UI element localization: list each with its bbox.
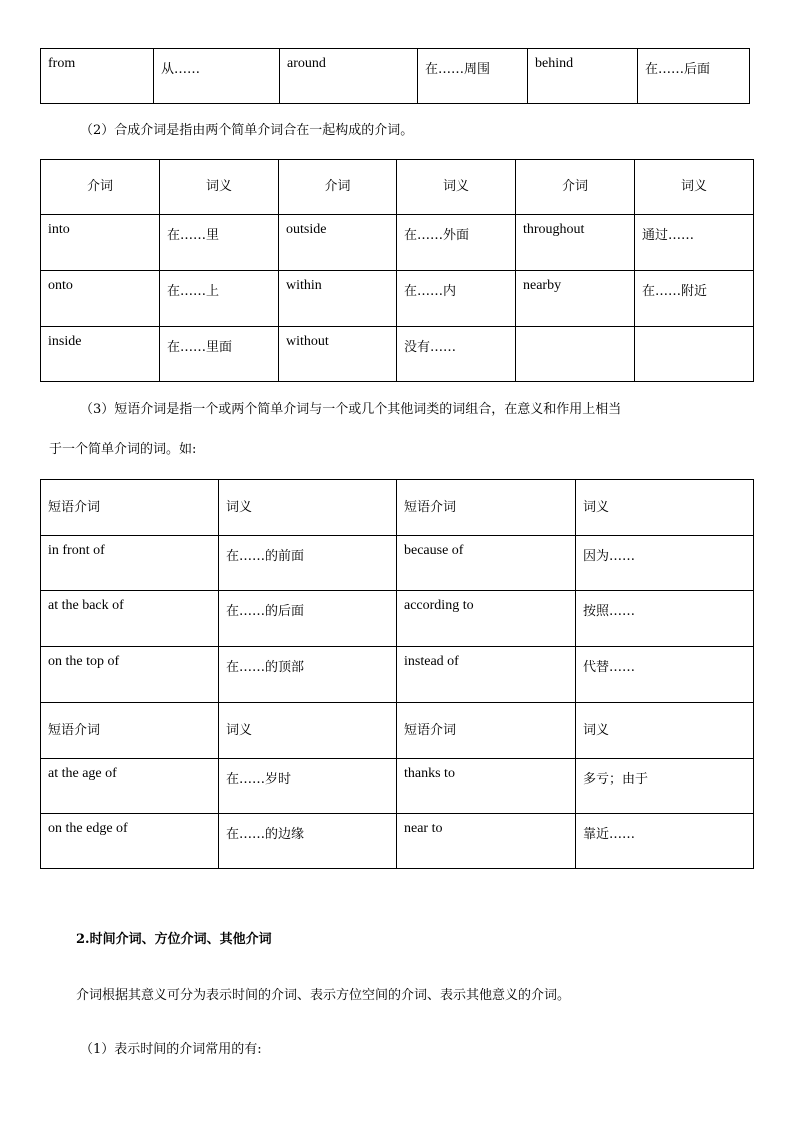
table-cell: 按照…… bbox=[576, 591, 754, 647]
table-cell: 在……内 bbox=[397, 271, 516, 327]
column-header: 短语介词 bbox=[397, 480, 576, 536]
table-row bbox=[41, 215, 754, 271]
table-cell: onto bbox=[41, 271, 160, 327]
table-cell: within bbox=[279, 271, 397, 327]
table-cell: 从…… bbox=[154, 49, 280, 104]
table-row bbox=[41, 49, 750, 104]
table-cell bbox=[635, 327, 754, 382]
table-cell: because of bbox=[397, 536, 576, 591]
table-cell: outside bbox=[279, 215, 397, 271]
section-heading: 2.时间介词、方位介词、其他介词 bbox=[76, 932, 272, 947]
table-row bbox=[41, 327, 754, 382]
table-row bbox=[41, 591, 754, 647]
table-cell: near to bbox=[397, 814, 576, 869]
table-cell: behind bbox=[528, 49, 638, 104]
column-header: 词义 bbox=[219, 703, 397, 759]
time-preposition-paragraph: （1）表示时间的介词常用的有: bbox=[80, 1042, 262, 1057]
table-cell: 在……的前面 bbox=[219, 536, 397, 591]
table-cell bbox=[516, 327, 635, 382]
phrase-preposition-paragraph-line2: 于一个简单介词的词。如: bbox=[49, 442, 197, 457]
table-row bbox=[41, 647, 754, 703]
column-header: 介词 bbox=[279, 160, 397, 215]
table-cell: 在……的边缘 bbox=[219, 814, 397, 869]
table-cell: 在……外面 bbox=[397, 215, 516, 271]
phrase-preposition-table bbox=[40, 479, 754, 869]
table-cell: 通过…… bbox=[635, 215, 754, 271]
table-cell: 多亏；由于 bbox=[576, 759, 754, 814]
table-cell: from bbox=[41, 49, 154, 104]
table-cell: at the back of bbox=[41, 591, 219, 647]
table-header-row bbox=[41, 480, 754, 536]
table-cell: 靠近…… bbox=[576, 814, 754, 869]
table-cell: at the age of bbox=[41, 759, 219, 814]
phrase-preposition-paragraph-line1: （3）短语介词是指一个或两个简单介词与一个或几个其他词类的词组合，在意义和作用上相当 bbox=[80, 402, 622, 417]
table-cell: 没有…… bbox=[397, 327, 516, 382]
column-header: 词义 bbox=[160, 160, 279, 215]
section-intro-paragraph: 介词根据其意义可分为表示时间的介词、表示方位空间的介词、表示其他意义的介词。 bbox=[76, 988, 571, 1003]
table-cell: 在……周围 bbox=[418, 49, 528, 104]
table-cell: 因为…… bbox=[576, 536, 754, 591]
table-cell: on the top of bbox=[41, 647, 219, 703]
column-header: 介词 bbox=[516, 160, 635, 215]
table-cell: inside bbox=[41, 327, 160, 382]
table-cell: instead of bbox=[397, 647, 576, 703]
table-cell: 在……岁时 bbox=[219, 759, 397, 814]
table-cell: thanks to bbox=[397, 759, 576, 814]
column-header: 词义 bbox=[219, 480, 397, 536]
table-cell: nearby bbox=[516, 271, 635, 327]
table-cell: 在……里面 bbox=[160, 327, 279, 382]
table-row bbox=[41, 814, 754, 869]
table-cell: 在……附近 bbox=[635, 271, 754, 327]
table-cell: 在……后面 bbox=[638, 49, 750, 104]
table-row bbox=[41, 271, 754, 327]
table-header-row bbox=[41, 703, 754, 759]
simple-preposition-table bbox=[40, 48, 750, 104]
table-row bbox=[41, 759, 754, 814]
column-header: 介词 bbox=[41, 160, 160, 215]
column-header: 短语介词 bbox=[41, 703, 219, 759]
compound-preposition-paragraph: （2）合成介词是指由两个简单介词合在一起构成的介词。 bbox=[80, 123, 414, 138]
column-header: 词义 bbox=[576, 703, 754, 759]
column-header: 词义 bbox=[576, 480, 754, 536]
table-cell: 代替…… bbox=[576, 647, 754, 703]
column-header: 词义 bbox=[635, 160, 754, 215]
table-header-row bbox=[41, 160, 754, 215]
table-row bbox=[41, 536, 754, 591]
table-cell: into bbox=[41, 215, 160, 271]
compound-preposition-table bbox=[40, 159, 754, 382]
column-header: 词义 bbox=[397, 160, 516, 215]
column-header: 短语介词 bbox=[41, 480, 219, 536]
table-cell: 在……里 bbox=[160, 215, 279, 271]
table-cell: 在……的后面 bbox=[219, 591, 397, 647]
table-cell: on the edge of bbox=[41, 814, 219, 869]
table-cell: according to bbox=[397, 591, 576, 647]
table-cell: throughout bbox=[516, 215, 635, 271]
column-header: 短语介词 bbox=[397, 703, 576, 759]
table-cell: 在……上 bbox=[160, 271, 279, 327]
table-cell: in front of bbox=[41, 536, 219, 591]
table-cell: 在……的顶部 bbox=[219, 647, 397, 703]
table-cell: around bbox=[280, 49, 418, 104]
table-cell: without bbox=[279, 327, 397, 382]
